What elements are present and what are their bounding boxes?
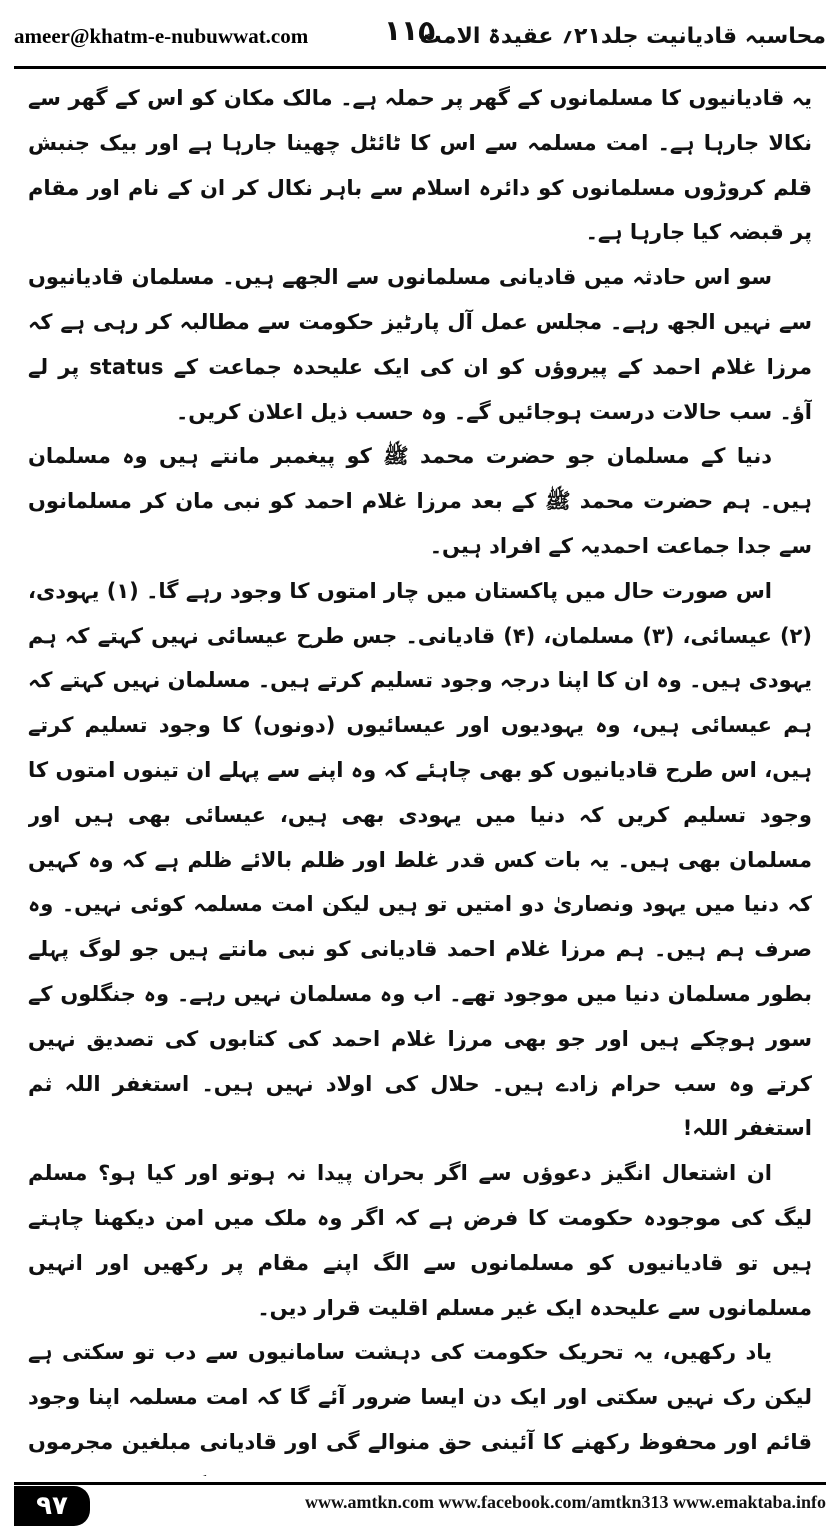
header-email: ameer@khatm-e-nubuwwat.com [14,23,309,48]
page-header [14,10,826,62]
footer-divider [14,1482,826,1485]
header-book-title: محاسبہ قادیانیت جلد۲۱؍ عقیدۃ الامت [419,23,826,49]
footer-page-number: ۹۷ [14,1486,90,1526]
footer-links: www.amtkn.com www.facebook.com/amtkn313 www.emaktaba.info [305,1492,826,1512]
paragraph-4: اس صورت حال میں پاکستان میں چار امتوں کا وجود رہے گا۔ (۱) یہودی، (۲) عیسائی، (۳) مسلمان، (۴) قادیانی۔ جس طرح عیسائی نہیں کہتے کہ ہم یہودی ہیں۔ وہ ان کا اپنا درجہ وجود تسلیم کرتے ہیں۔ مسلمان نہیں کہتے کہ ہم عیسائی ہیں، وہ یہودیوں اور عیسائیوں (دونوں) کا وجود تسلیم کرتے ہیں، اس طرح قادیانیوں کو بھی چاہئے کہ وہ اپنے سے پہلے ان تینوں امتوں کا وجود تسلیم کریں کہ دنیا میں یہودی بھی ہیں، عیسائی بھی ہیں اور مسلمان بھی ہیں۔ یہ بات کس قدر غلط اور ظلم بالائے ظلم ہے کہ وہ کہیں کہ دنیا میں یہود ونصاریٰ دو امتیں تو ہیں لیکن امت مسلمہ کوئی نہیں۔ وہ صرف ہم ہیں۔ ہم مرزا غلام احمد قادیانی کو نبی مانتے ہیں جو لوگ پہلے بطور مسلمان دنیا میں موجود تھے۔ اب وہ مسلمان نہیں رہے۔ وہ جنگلوں کے سور ہوچکے ہیں اور جو بھی مرزا غلام احمد کی کتابوں کی تصدیق نہیں کرتے وہ سب حرام زادے ہیں۔ حلال کی اولاد نہیں ہیں۔ استغفر اللہ ثم استغفر اللہ! [28,578,812,1141]
header-divider [14,66,826,69]
header-page-number: ۱۱۵ [384,14,436,47]
paragraph-1: یہ قادیانیوں کا مسلمانوں کے گھر پر حملہ ہے۔ مالک مکان کو اس کے گھر سے نکالا جارہا ہے۔ امت مسلمہ سے اس کا ٹائٹل چھینا جارہا ہے اور بیک جنبش قلم کروڑوں مسلمانوں کو دائرہ اسلام سے باہر نکال کر ان کے نام اور مقام پر قبضہ کیا جارہا ہے۔ [28,86,812,245]
paragraph-3: دنیا کے مسلمان جو حضرت محمد ﷺ کو پیغمبر مانتے ہیں وہ مسلمان ہیں۔ ہم حضرت محمد ﷺ کے بعد مرزا غلام احمد کو نبی مان کر مسلمانوں سے جدا جماعت احمدیہ کے افراد ہیں۔ [28,444,812,558]
paragraph-2: سو اس حادثہ میں قادیانی مسلمانوں سے الجھے ہیں۔ مسلمان قادیانیوں سے نہیں الجھ رہے۔ مجلس عمل آل پارٹیز حکومت سے مطالبہ کر رہی ہے کہ مرزا غلام احمد کے پیروؤں کو ان کی ایک علیحدہ جماعت کے status پر لے آؤ۔ سب حالات درست ہوجائیں گے۔ وہ حسب ذیل اعلان کریں۔ [28,265,812,424]
page-footer [14,1482,826,1530]
paragraph-5: ان اشتعال انگیز دعوؤں سے اگر بحران پیدا نہ ہوتو اور کیا ہو؟ مسلم لیگ کی موجودہ حکومت کا فرض ہے کہ اگر وہ ملک میں امن دیکھنا چاہتے ہیں تو قادیانیوں کو مسلمانوں سے الگ اپنے مقام پر رکھیں اور انہیں مسلمانوں سے علیحدہ ایک غیر مسلم اقلیت قرار دیں۔ [28,1161,812,1320]
paragraph-6: یاد رکھیں، یہ تحریک حکومت کی دہشت سامانیوں سے دب تو سکتی ہے لیکن رک نہیں سکتی اور ایک دن ایسا ضرور آئے گا کہ امت مسلمہ اپنا وجود قائم اور محفوظ رکھنے کا آئینی حق منوالے گی اور قادیانی مبلغین مجرموں [28,1340,812,1454]
page-body [28,76,812,1476]
